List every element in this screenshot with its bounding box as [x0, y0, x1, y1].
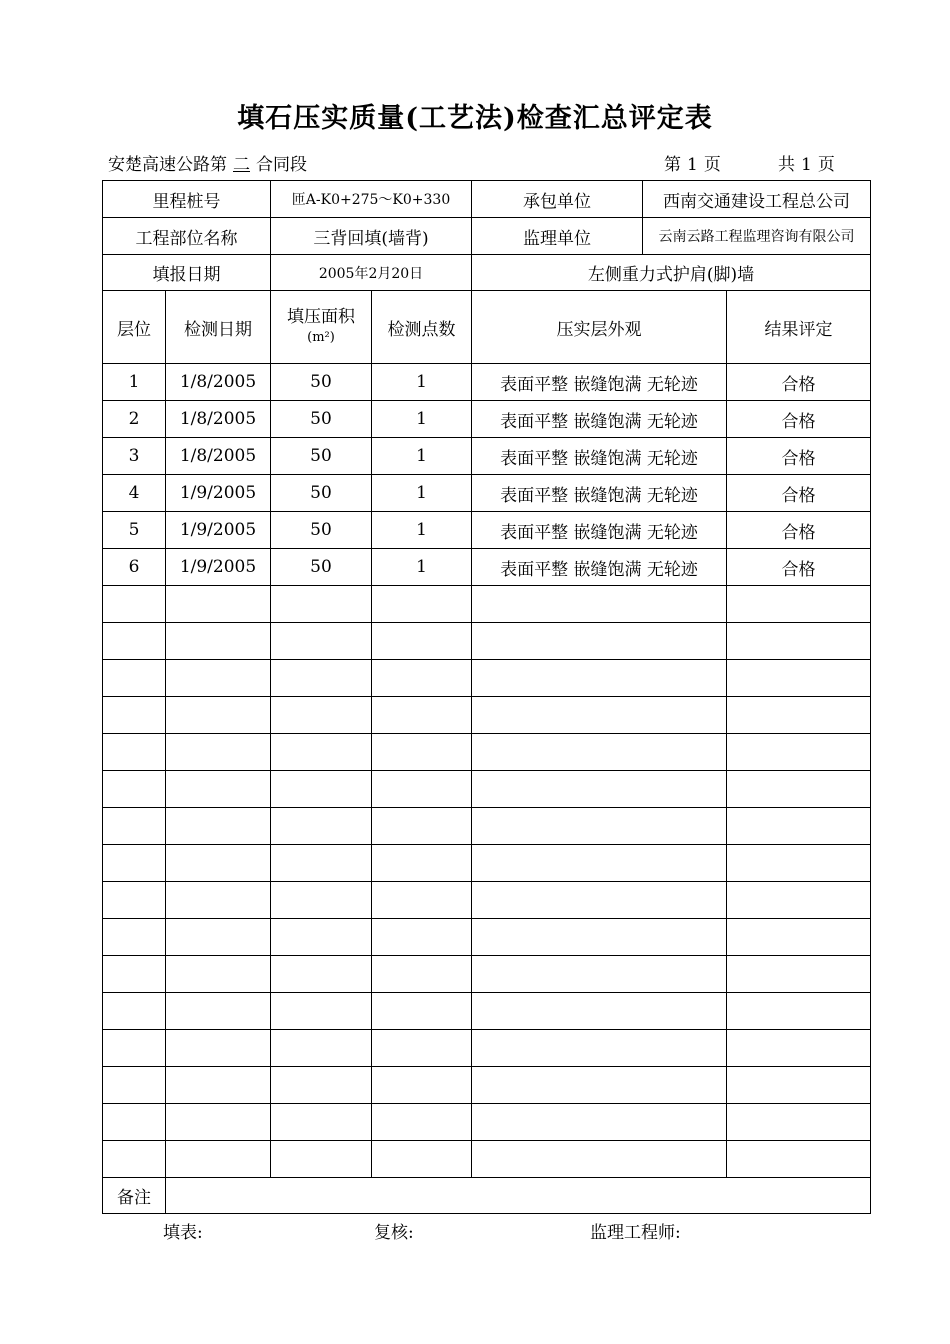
- cell-result: [727, 808, 871, 845]
- info-row-date: [103, 255, 871, 291]
- empty-row: [103, 660, 871, 697]
- cell-date: [166, 993, 271, 1030]
- cell-area: 50: [271, 438, 372, 475]
- col-appearance: 压实层外观: [472, 291, 727, 364]
- empty-row: [103, 1067, 871, 1104]
- contract-section-line: [108, 150, 307, 175]
- table-row: [103, 438, 871, 475]
- page-no: 1: [687, 155, 698, 175]
- cell-layer: [103, 1141, 166, 1178]
- cell-area: [271, 845, 372, 882]
- empty-row: [103, 808, 871, 845]
- empty-row: [103, 1030, 871, 1067]
- page-label-pre: 第: [664, 155, 681, 175]
- cell-date: [166, 586, 271, 623]
- cell-area: [271, 623, 372, 660]
- cell-result: 合格: [727, 549, 871, 586]
- cell-layer: [103, 697, 166, 734]
- total-no: 1: [801, 155, 812, 175]
- cell-result: [727, 919, 871, 956]
- cell-appearance: [472, 697, 727, 734]
- cell-appearance: [472, 1141, 727, 1178]
- cell-area: 50: [271, 549, 372, 586]
- cell-layer: [103, 771, 166, 808]
- cell-date: [166, 623, 271, 660]
- cell-layer: 4: [103, 475, 166, 512]
- cell-appearance: [472, 993, 727, 1030]
- cell-area: [271, 660, 372, 697]
- cell-layer: [103, 734, 166, 771]
- cell-appearance: 表面平整 嵌缝饱满 无轮迹: [472, 364, 727, 401]
- cell-area: [271, 919, 372, 956]
- cell-points: [372, 1067, 472, 1104]
- sign-engineer: 监理工程师:: [590, 1223, 681, 1243]
- cell-area: [271, 1141, 372, 1178]
- cell-appearance: 表面平整 嵌缝饱满 无轮迹: [472, 512, 727, 549]
- contract-number: 二: [233, 155, 250, 175]
- cell-points: [372, 586, 472, 623]
- cell-date: [166, 1030, 271, 1067]
- col-result: 结果评定: [727, 291, 871, 364]
- cell-points: 1: [372, 401, 472, 438]
- cell-date: [166, 771, 271, 808]
- cell-appearance: [472, 623, 727, 660]
- cell-area: [271, 808, 372, 845]
- contractor-value: 西南交通建设工程总公司: [643, 181, 871, 218]
- empty-row: [103, 882, 871, 919]
- cell-appearance: 表面平整 嵌缝饱满 无轮迹: [472, 549, 727, 586]
- cell-area: [271, 771, 372, 808]
- cell-area: [271, 586, 372, 623]
- cell-date: [166, 1141, 271, 1178]
- cell-points: [372, 808, 472, 845]
- cell-result: 合格: [727, 401, 871, 438]
- cell-points: 1: [372, 549, 472, 586]
- cell-area: 50: [271, 475, 372, 512]
- cell-points: [372, 956, 472, 993]
- cell-date: [166, 697, 271, 734]
- cell-layer: [103, 1104, 166, 1141]
- cell-area: 50: [271, 512, 372, 549]
- cell-date: 1/9/2005: [166, 549, 271, 586]
- cell-appearance: [472, 956, 727, 993]
- part-label: 工程部位名称: [103, 218, 271, 255]
- col-test-date: 检测日期: [166, 291, 271, 364]
- cell-points: [372, 1141, 472, 1178]
- table-row: [103, 475, 871, 512]
- cell-layer: 6: [103, 549, 166, 586]
- cell-result: 合格: [727, 475, 871, 512]
- cell-result: [727, 1067, 871, 1104]
- empty-row: [103, 1141, 871, 1178]
- cell-points: [372, 734, 472, 771]
- cell-appearance: [472, 771, 727, 808]
- col-area-unit: (m²): [307, 329, 335, 345]
- empty-row: [103, 993, 871, 1030]
- cell-date: [166, 1067, 271, 1104]
- cell-area: [271, 1104, 372, 1141]
- cell-date: 1/8/2005: [166, 438, 271, 475]
- cell-appearance: [472, 734, 727, 771]
- cell-area: 50: [271, 364, 372, 401]
- cell-layer: 2: [103, 401, 166, 438]
- empty-row: [103, 586, 871, 623]
- col-area-label: 填压面积: [287, 306, 355, 327]
- cell-layer: [103, 1030, 166, 1067]
- cell-area: [271, 993, 372, 1030]
- memo-row: [103, 1178, 871, 1214]
- cell-result: [727, 734, 871, 771]
- cell-area: [271, 882, 372, 919]
- cell-layer: [103, 623, 166, 660]
- cell-result: 合格: [727, 364, 871, 401]
- table-row: [103, 512, 871, 549]
- cell-date: 1/8/2005: [166, 364, 271, 401]
- cell-date: [166, 882, 271, 919]
- supervisor-label: 监理单位: [472, 218, 643, 255]
- cell-date: 1/8/2005: [166, 401, 271, 438]
- cell-area: [271, 734, 372, 771]
- cell-result: [727, 845, 871, 882]
- date-value: 2005年2月20日: [271, 255, 472, 291]
- cell-area: [271, 956, 372, 993]
- cell-points: [372, 845, 472, 882]
- cell-layer: [103, 1067, 166, 1104]
- empty-row: [103, 734, 871, 771]
- cell-points: 1: [372, 438, 472, 475]
- cell-appearance: [472, 845, 727, 882]
- cell-points: [372, 919, 472, 956]
- cell-result: [727, 1104, 871, 1141]
- cell-date: [166, 734, 271, 771]
- cell-points: 1: [372, 364, 472, 401]
- empty-row: [103, 919, 871, 956]
- cell-layer: [103, 882, 166, 919]
- cell-points: 1: [372, 475, 472, 512]
- structure-value: 左侧重力式护肩(脚)墙: [472, 255, 871, 291]
- cell-layer: [103, 660, 166, 697]
- cell-result: 合格: [727, 512, 871, 549]
- cell-date: [166, 845, 271, 882]
- total-label-post: 页: [817, 155, 835, 175]
- info-row-part: [103, 218, 871, 255]
- cell-points: [372, 660, 472, 697]
- cell-appearance: [472, 1067, 727, 1104]
- cell-appearance: 表面平整 嵌缝饱满 无轮迹: [472, 475, 727, 512]
- station-label: 里程桩号: [103, 181, 271, 218]
- cell-layer: 5: [103, 512, 166, 549]
- cell-appearance: [472, 660, 727, 697]
- contractor-label: 承包单位: [472, 181, 643, 218]
- cell-appearance: [472, 586, 727, 623]
- cell-date: [166, 956, 271, 993]
- cell-points: [372, 882, 472, 919]
- page-label-post: 页: [703, 155, 721, 175]
- cell-appearance: 表面平整 嵌缝饱满 无轮迹: [472, 438, 727, 475]
- cell-result: [727, 956, 871, 993]
- cell-layer: [103, 956, 166, 993]
- column-header-row: [103, 291, 871, 364]
- info-row-station: [103, 181, 871, 218]
- cell-layer: 3: [103, 438, 166, 475]
- cell-appearance: [472, 1030, 727, 1067]
- cell-result: [727, 771, 871, 808]
- cell-appearance: [472, 882, 727, 919]
- cell-layer: [103, 808, 166, 845]
- memo-label: 备注: [103, 1178, 166, 1214]
- date-label: 填报日期: [103, 255, 271, 291]
- empty-row: [103, 771, 871, 808]
- cell-result: [727, 882, 871, 919]
- page-total: [778, 150, 835, 175]
- col-points: 检测点数: [372, 291, 472, 364]
- cell-appearance: [472, 1104, 727, 1141]
- col-layer: 层位: [103, 291, 166, 364]
- cell-result: [727, 1030, 871, 1067]
- cell-area: [271, 697, 372, 734]
- cell-result: [727, 623, 871, 660]
- memo-content: [166, 1178, 871, 1214]
- cell-result: [727, 586, 871, 623]
- empty-row: [103, 697, 871, 734]
- cell-result: [727, 697, 871, 734]
- cell-result: [727, 993, 871, 1030]
- cell-layer: [103, 993, 166, 1030]
- cell-points: [372, 771, 472, 808]
- cell-layer: [103, 586, 166, 623]
- cell-points: [372, 623, 472, 660]
- cell-layer: 1: [103, 364, 166, 401]
- table-row: [103, 549, 871, 586]
- empty-row: [103, 623, 871, 660]
- cell-points: [372, 1030, 472, 1067]
- cell-result: [727, 1141, 871, 1178]
- cell-date: [166, 919, 271, 956]
- project-prefix: 安楚高速公路第: [108, 155, 227, 175]
- cell-area: [271, 1030, 372, 1067]
- cell-appearance: [472, 919, 727, 956]
- cell-appearance: 表面平整 嵌缝饱满 无轮迹: [472, 401, 727, 438]
- page-title: 填石压实质量(工艺法)检查汇总评定表: [237, 103, 713, 134]
- table-row: [103, 401, 871, 438]
- cell-result: [727, 660, 871, 697]
- cell-area: [271, 1067, 372, 1104]
- empty-row: [103, 956, 871, 993]
- cell-date: 1/9/2005: [166, 475, 271, 512]
- cell-result: 合格: [727, 438, 871, 475]
- cell-points: 1: [372, 512, 472, 549]
- evaluation-table: [102, 180, 871, 1214]
- page-number: [664, 150, 721, 175]
- part-value: 三背回填(墙背): [271, 218, 472, 255]
- cell-layer: [103, 845, 166, 882]
- total-label-pre: 共: [778, 155, 795, 175]
- empty-row: [103, 845, 871, 882]
- cell-appearance: [472, 808, 727, 845]
- col-area: [271, 291, 372, 364]
- cell-layer: [103, 919, 166, 956]
- cell-date: [166, 1104, 271, 1141]
- table-row: [103, 364, 871, 401]
- cell-date: [166, 808, 271, 845]
- cell-points: [372, 1104, 472, 1141]
- empty-row: [103, 1104, 871, 1141]
- cell-date: 1/9/2005: [166, 512, 271, 549]
- sign-reviewer: 复核:: [374, 1223, 414, 1243]
- project-suffix: 合同段: [256, 155, 307, 175]
- cell-points: [372, 697, 472, 734]
- sign-filler: 填表:: [163, 1223, 203, 1243]
- cell-area: 50: [271, 401, 372, 438]
- supervisor-value: 云南云路工程监理咨询有限公司: [643, 218, 871, 255]
- cell-points: [372, 993, 472, 1030]
- cell-date: [166, 660, 271, 697]
- station-value: 匝A-K0+275～K0+330: [271, 181, 472, 218]
